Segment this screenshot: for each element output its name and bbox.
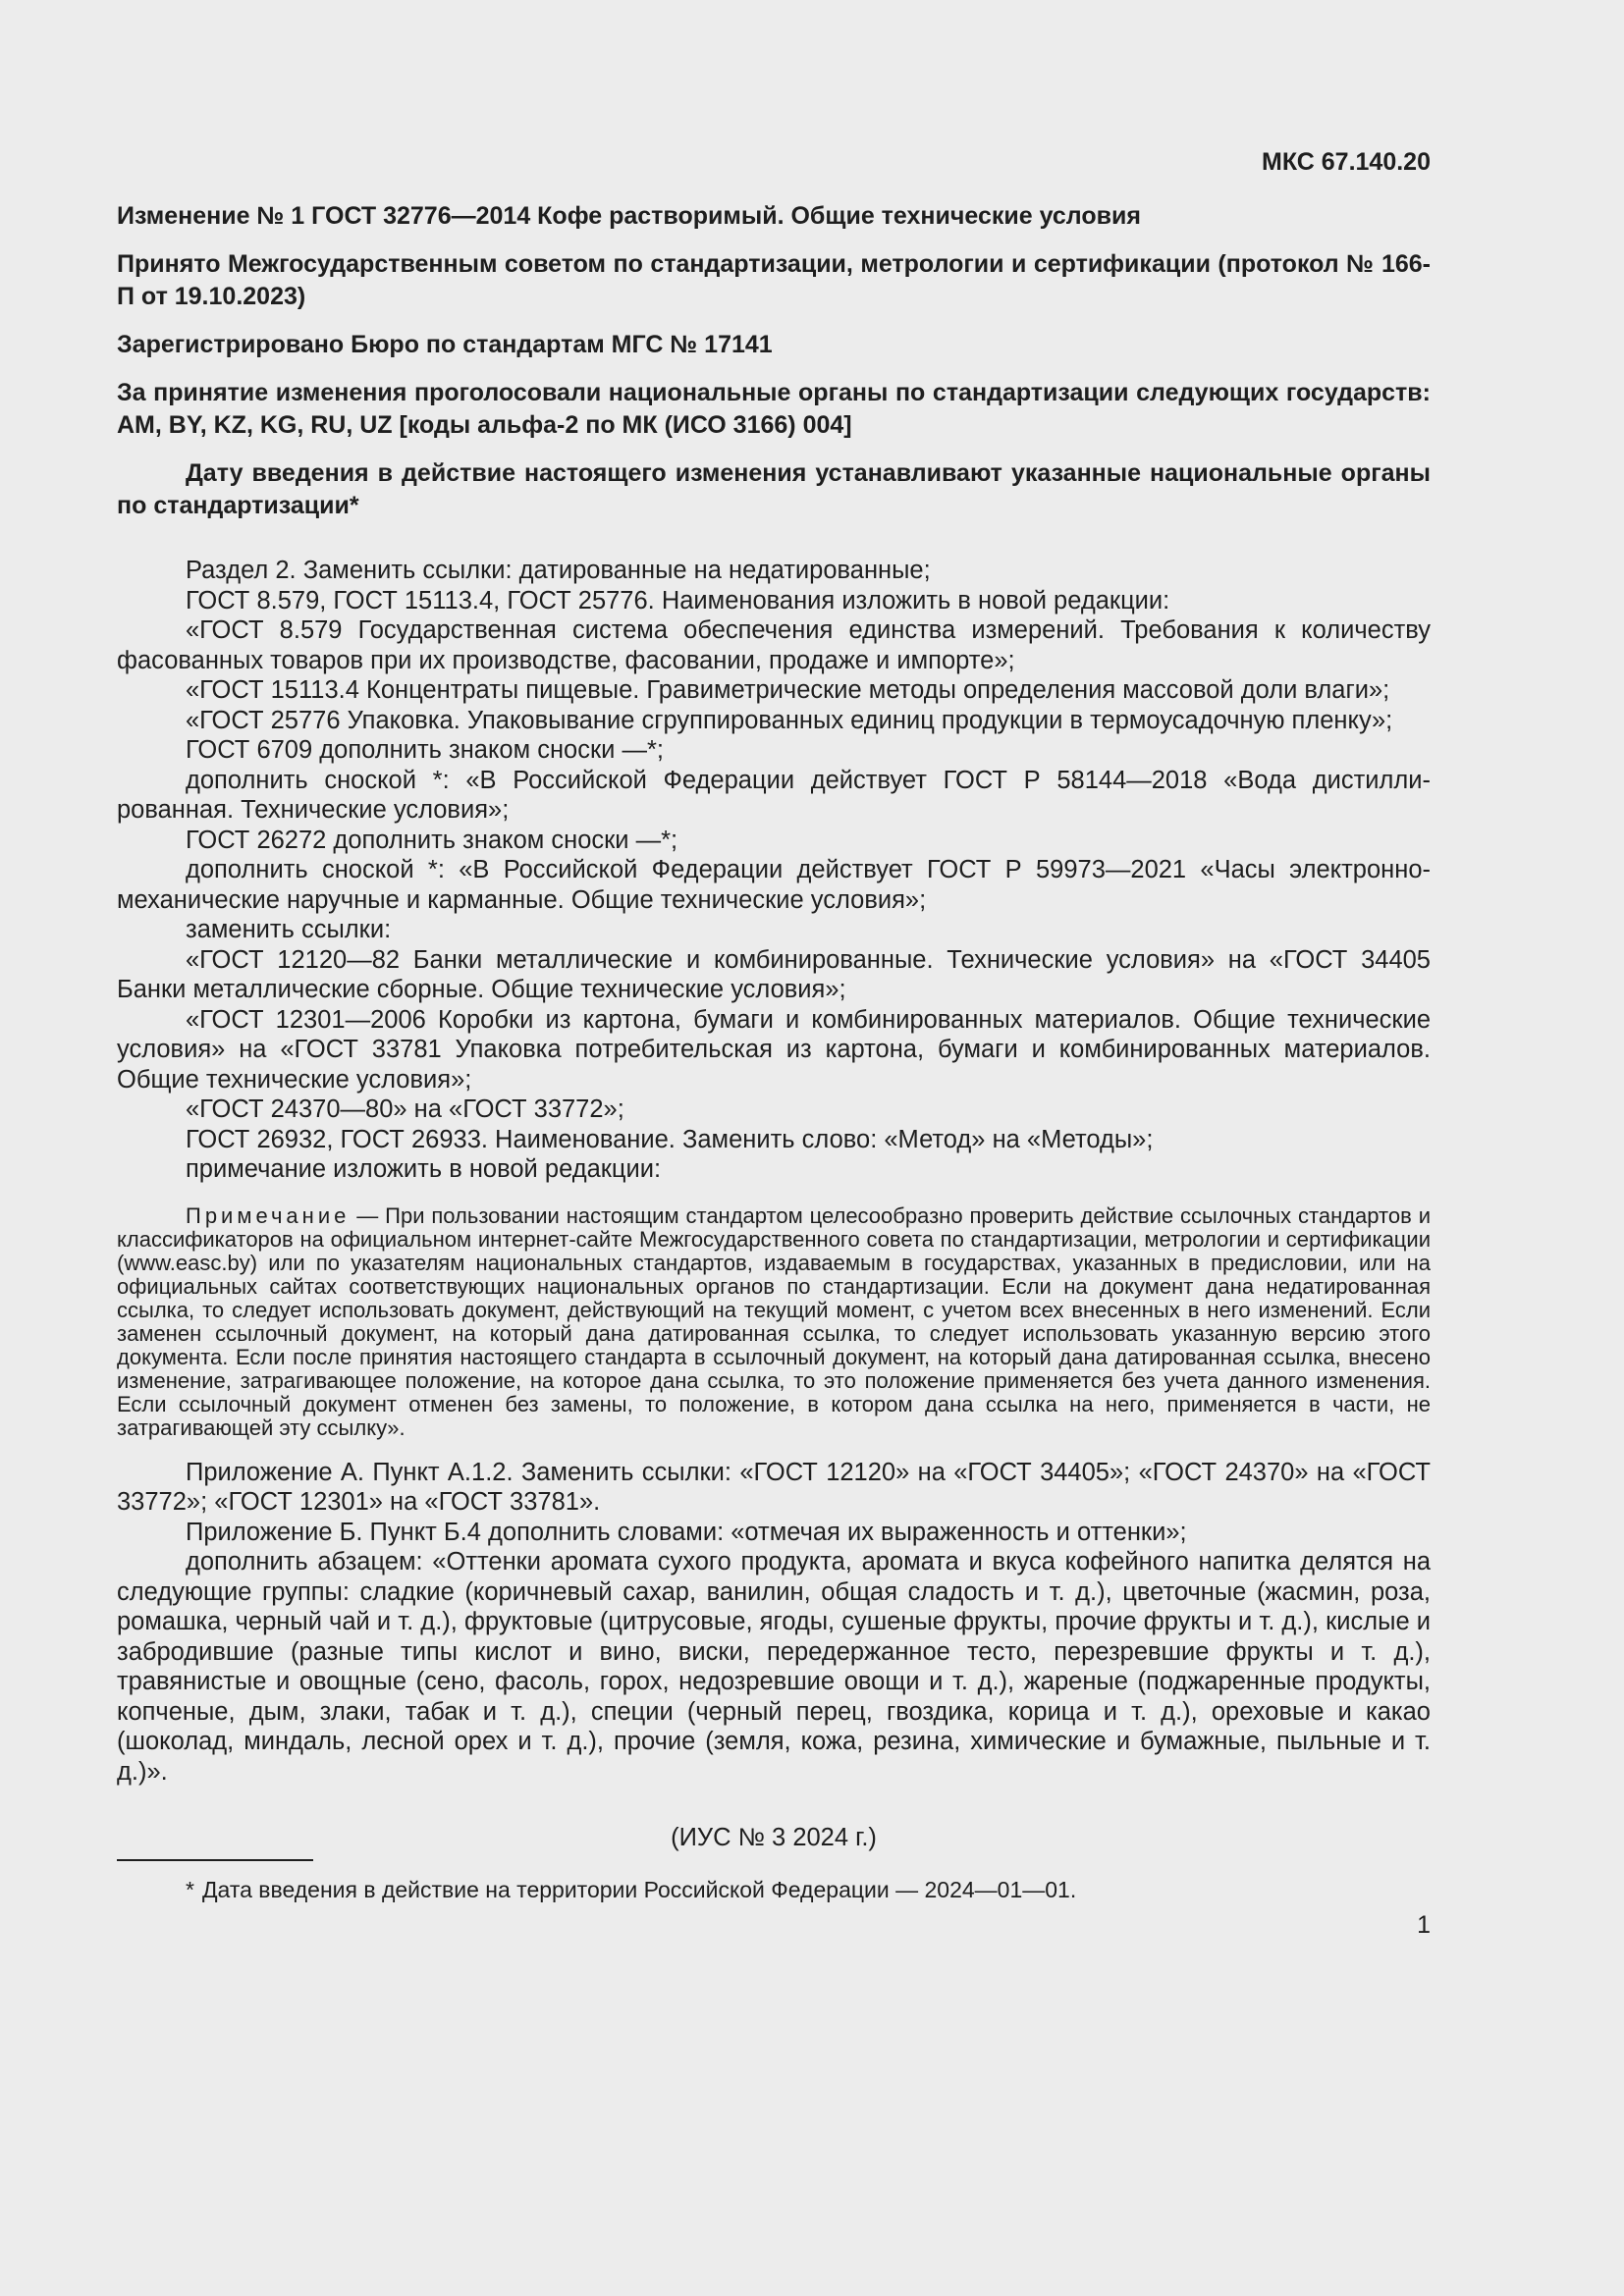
body-paragraph: «ГОСТ 15113.4 Концентраты пищевые. Гравиметрические методы определения массовой доли влаги»; <box>186 676 1390 704</box>
voting-states: За принятие изменения проголосовали национальные органы по стандартизации следующих государств: AM, BY, KZ, KG, RU, UZ [коды альфа-2 по МК (ИСО 3166) 004] <box>117 379 1431 439</box>
footnote <box>117 1875 1431 1904</box>
note-label: Примечание <box>186 1202 351 1228</box>
footnote-mark: * <box>186 1877 194 1902</box>
adopted-by: Принято Межгосударственным советом по стандартизации, метрологии и сертификации (протокол № 166-П от 19.10.2023) <box>117 250 1431 310</box>
footnote-text: Дата введения в действие на территории Российской Федерации — 2024—01—01. <box>201 1877 1077 1902</box>
body-paragraph: дополнить сноской *: «В Российской Федерации действует ГОСТ Р 59973—2021 «Часы электронно-механические наручные и карманные. Общие технические условия»; <box>117 856 1431 914</box>
note-block <box>117 1204 1431 1440</box>
body-paragraph: заменить ссылки: <box>186 916 392 943</box>
body-paragraph: «ГОСТ 12120—82 Банки металлические и комбинированные. Технические условия» на «ГОСТ 34405 Банки металлические сборные. Общие технические условия»; <box>117 945 1431 1003</box>
body-paragraph: ГОСТ 8.579, ГОСТ 15113.4, ГОСТ 25776. Наименования изложить в новой редакции: <box>186 586 1170 614</box>
body-paragraph: примечание изложить в новой редакции: <box>186 1155 662 1183</box>
registration-number: Зарегистрировано Бюро по стандартам МГС № 17141 <box>117 331 773 358</box>
note-text: — При пользовании настоящим стандартом целесообразно проверить действие ссылочных стандартов и классификаторов на официальном интернет-сайте Межгосударственного совета по стандартизации, метрологии и сертификации (www.easc.by) или по указателям национальных стандартов, издаваемым в государствах, указанных в предисловии, или на официальных сайтах соответствующих национальных органов по стандартизации. Если на документ дана недатированная ссылка, то следует использовать документ, действующий на текущий момент, с учетом всех внесенных в него изменений. Если заменен ссылочный документ, на который дана датированная ссылка, то следует использовать указанную версию этого документа. Если после принятия настоящего стандарта в ссылочный документ, на который дана датированная ссылка, внесено изменение, затрагивающее положение, на которое дана ссылка, то это положение применяется без учета данного изменения. Если ссылочный документ отменен без замены, то положение, в котором дана ссылка на него, применяется в части, не затрагивающей эту ссылку». <box>117 1202 1431 1440</box>
amendment-body <box>117 556 1431 1787</box>
body-paragraph: Приложение Б. Пункт Б.4 дополнить словами: «отмечая их выраженность и оттенки»; <box>186 1518 1187 1546</box>
body-paragraph: ГОСТ 26932, ГОСТ 26933. Наименование. Заменить слово: «Метод» на «Методы»; <box>186 1125 1154 1153</box>
ius-reference: (ИУС № 3 2024 г.) <box>671 1824 877 1851</box>
amendment-title: Изменение № 1 ГОСТ 32776—2014 Кофе растворимый. Общие технические условия <box>117 202 1141 230</box>
body-paragraph: «ГОСТ 25776 Упаковка. Упаковывание сгруппированных единиц продукции в термоусадочную пленку»; <box>186 706 1393 734</box>
page-number: 1 <box>1417 1911 1431 1939</box>
body-paragraph: Приложение А. Пункт А.1.2. Заменить ссылки: «ГОСТ 12120» на «ГОСТ 34405»; «ГОСТ 24370» на «ГОСТ 33772»; «ГОСТ 12301» на «ГОСТ 33781». <box>117 1458 1431 1516</box>
body-paragraph: ГОСТ 26272 дополнить знаком сноски —*; <box>186 826 678 854</box>
body-paragraph: ГОСТ 6709 дополнить знаком сноски —*; <box>186 736 664 764</box>
body-paragraph: «ГОСТ 8.579 Государственная система обеспечения единства измерений. Требования к количеству фасованных товаров при их производстве, фасовании, продаже и импорте»; <box>117 616 1431 674</box>
document-content <box>117 145 1431 1940</box>
body-paragraph: «ГОСТ 24370—80» на «ГОСТ 33772»; <box>186 1095 624 1123</box>
body-paragraph: дополнить абзацем: «Оттенки аромата сухого продукта, аромата и вкуса кофейного напитка делятся на следующие группы: сладкие (коричневый сахар, ванилин, общая сладость и т. д.), цветочные (жасмин, роза, ромашка, черный чай и т. д.), фруктовые (цитрусовые, ягоды, сушеные фрукты, прочие фрукты и т. д.), кислые и забродившие (разные типы кислот и вино, виски, передержанное тесто, перезревшие фрукты и т. д.), травянистые и овощные (сено, фасоль, горох, недозревшие овощи и т. д.), жареные (поджаренные продукты, копченые, дым, злаки, табак и т. д.), специи (черный перец, гвоздика, корица и т. д.), ореховые и какао (шоколад, миндаль, лесной орех и т. д.), прочие (земля, кожа, резина, химические и бумажные, пыльные и т. д.)». <box>117 1548 1431 1786</box>
body-paragraph: дополнить сноской *: «В Российской Федерации действует ГОСТ Р 58144—2018 «Вода дистиллированная. Технические условия»; <box>117 766 1431 824</box>
effective-date-intro: Дату введения в действие настоящего изменения устанавливают указанные национальные органы по стандартизации* <box>117 459 1431 519</box>
body-paragraph: «ГОСТ 12301—2006 Коробки из картона, бумаги и комбинированных материалов. Общие технические условия» на «ГОСТ 33781 Упаковка потребительская из картона, бумаги и комбинированных материалов. Общие технические условия»; <box>117 1005 1431 1094</box>
mks-code: МКС 67.140.20 <box>1262 148 1431 176</box>
body-paragraph: Раздел 2. Заменить ссылки: датированные на недатированные; <box>186 557 931 584</box>
footnote-divider <box>117 1859 313 1861</box>
